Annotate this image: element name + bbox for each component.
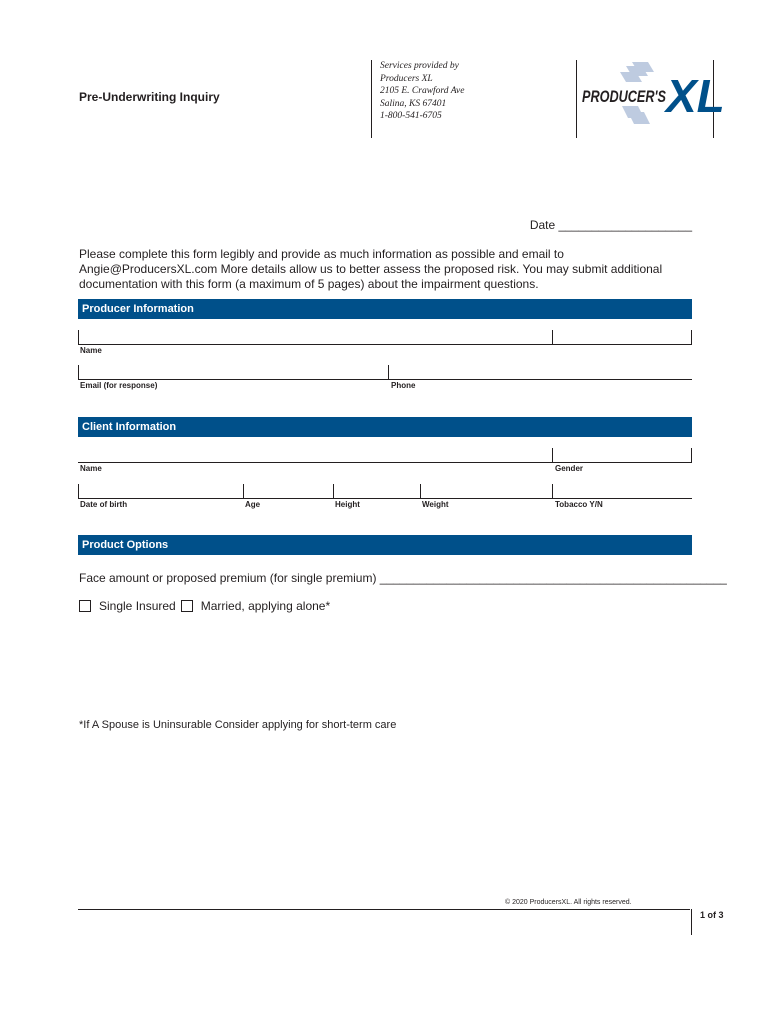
services-line: 1-800-541-6705: [380, 111, 442, 121]
logo-producers-text: PRODUCER'S: [582, 87, 667, 106]
section-product-header: Product Options: [78, 535, 692, 555]
client-age-label: Age: [245, 500, 261, 509]
client-tobacco-label: Tobacco Y/N: [555, 500, 603, 509]
field-tick: [552, 484, 553, 498]
services-address: [380, 60, 464, 123]
field-tick: [420, 484, 421, 498]
insured-options: [79, 599, 335, 613]
page-title: Pre-Underwriting Inquiry: [79, 90, 220, 104]
field-tick: [333, 484, 334, 498]
client-details-row[interactable]: [78, 484, 692, 499]
field-tick: [691, 448, 692, 462]
field-tick: [78, 484, 79, 498]
producer-phone-label: Phone: [391, 381, 416, 390]
client-dob-label: Date of birth: [80, 500, 128, 509]
field-tick: [552, 448, 553, 462]
date-field[interactable]: Date ____________________: [529, 218, 692, 232]
services-line: 2105 E. Crawford Ave: [380, 86, 465, 96]
footer-rule: [78, 909, 690, 910]
client-name-row[interactable]: [78, 448, 692, 463]
page-number: 1 of 3: [700, 910, 724, 920]
client-gender-label: Gender: [555, 464, 584, 473]
section-producer-header: Producer Information: [78, 299, 692, 319]
married-alone-label: Married, applying alone*: [200, 599, 331, 613]
spouse-note: *If A Spouse is Uninsurable Consider applying for short-term care: [79, 719, 397, 731]
single-insured-label: Single Insured: [99, 599, 176, 613]
field-tick: [243, 484, 244, 498]
logo-divider-left: [576, 60, 577, 138]
field-tick: [691, 330, 692, 344]
producer-contact-row[interactable]: [78, 365, 692, 380]
married-alone-checkbox[interactable]: [181, 600, 193, 612]
intro-text: Please complete this form legibly and provide as much information as possible and email to Angie@ProducersXL.com More details allow us to better assess the proposed risk. You may submit additional documentation with this form (a maximum of 5 pages) about the impairment questions.: [79, 247, 663, 291]
services-line: Salina, KS 67401: [380, 98, 447, 109]
field-tick: [552, 330, 553, 344]
client-weight-label: Weight: [422, 500, 449, 509]
face-amount-field[interactable]: Face amount or proposed premium (for single premium) ____________________________________________________: [79, 571, 727, 585]
producer-email-label: Email (for response): [80, 381, 158, 390]
producer-name-label: Name: [80, 346, 102, 355]
footer-divider: [691, 909, 692, 935]
field-tick: [78, 330, 79, 344]
copyright-text: © 2020 ProducersXL. All rights reserved.: [505, 899, 632, 906]
logo-xl-text: XL: [666, 70, 725, 122]
services-line: Services provided by: [380, 61, 459, 71]
header-divider: [371, 60, 372, 138]
single-insured-checkbox[interactable]: [79, 600, 91, 612]
services-line: Producers XL: [380, 73, 433, 84]
section-client-header: Client Information: [78, 417, 692, 437]
client-name-label: Name: [80, 464, 102, 473]
field-tick: [78, 365, 79, 379]
producer-name-row[interactable]: [78, 330, 692, 345]
field-tick: [388, 365, 389, 379]
client-height-label: Height: [335, 500, 360, 509]
producers-xl-logo: [578, 60, 725, 140]
